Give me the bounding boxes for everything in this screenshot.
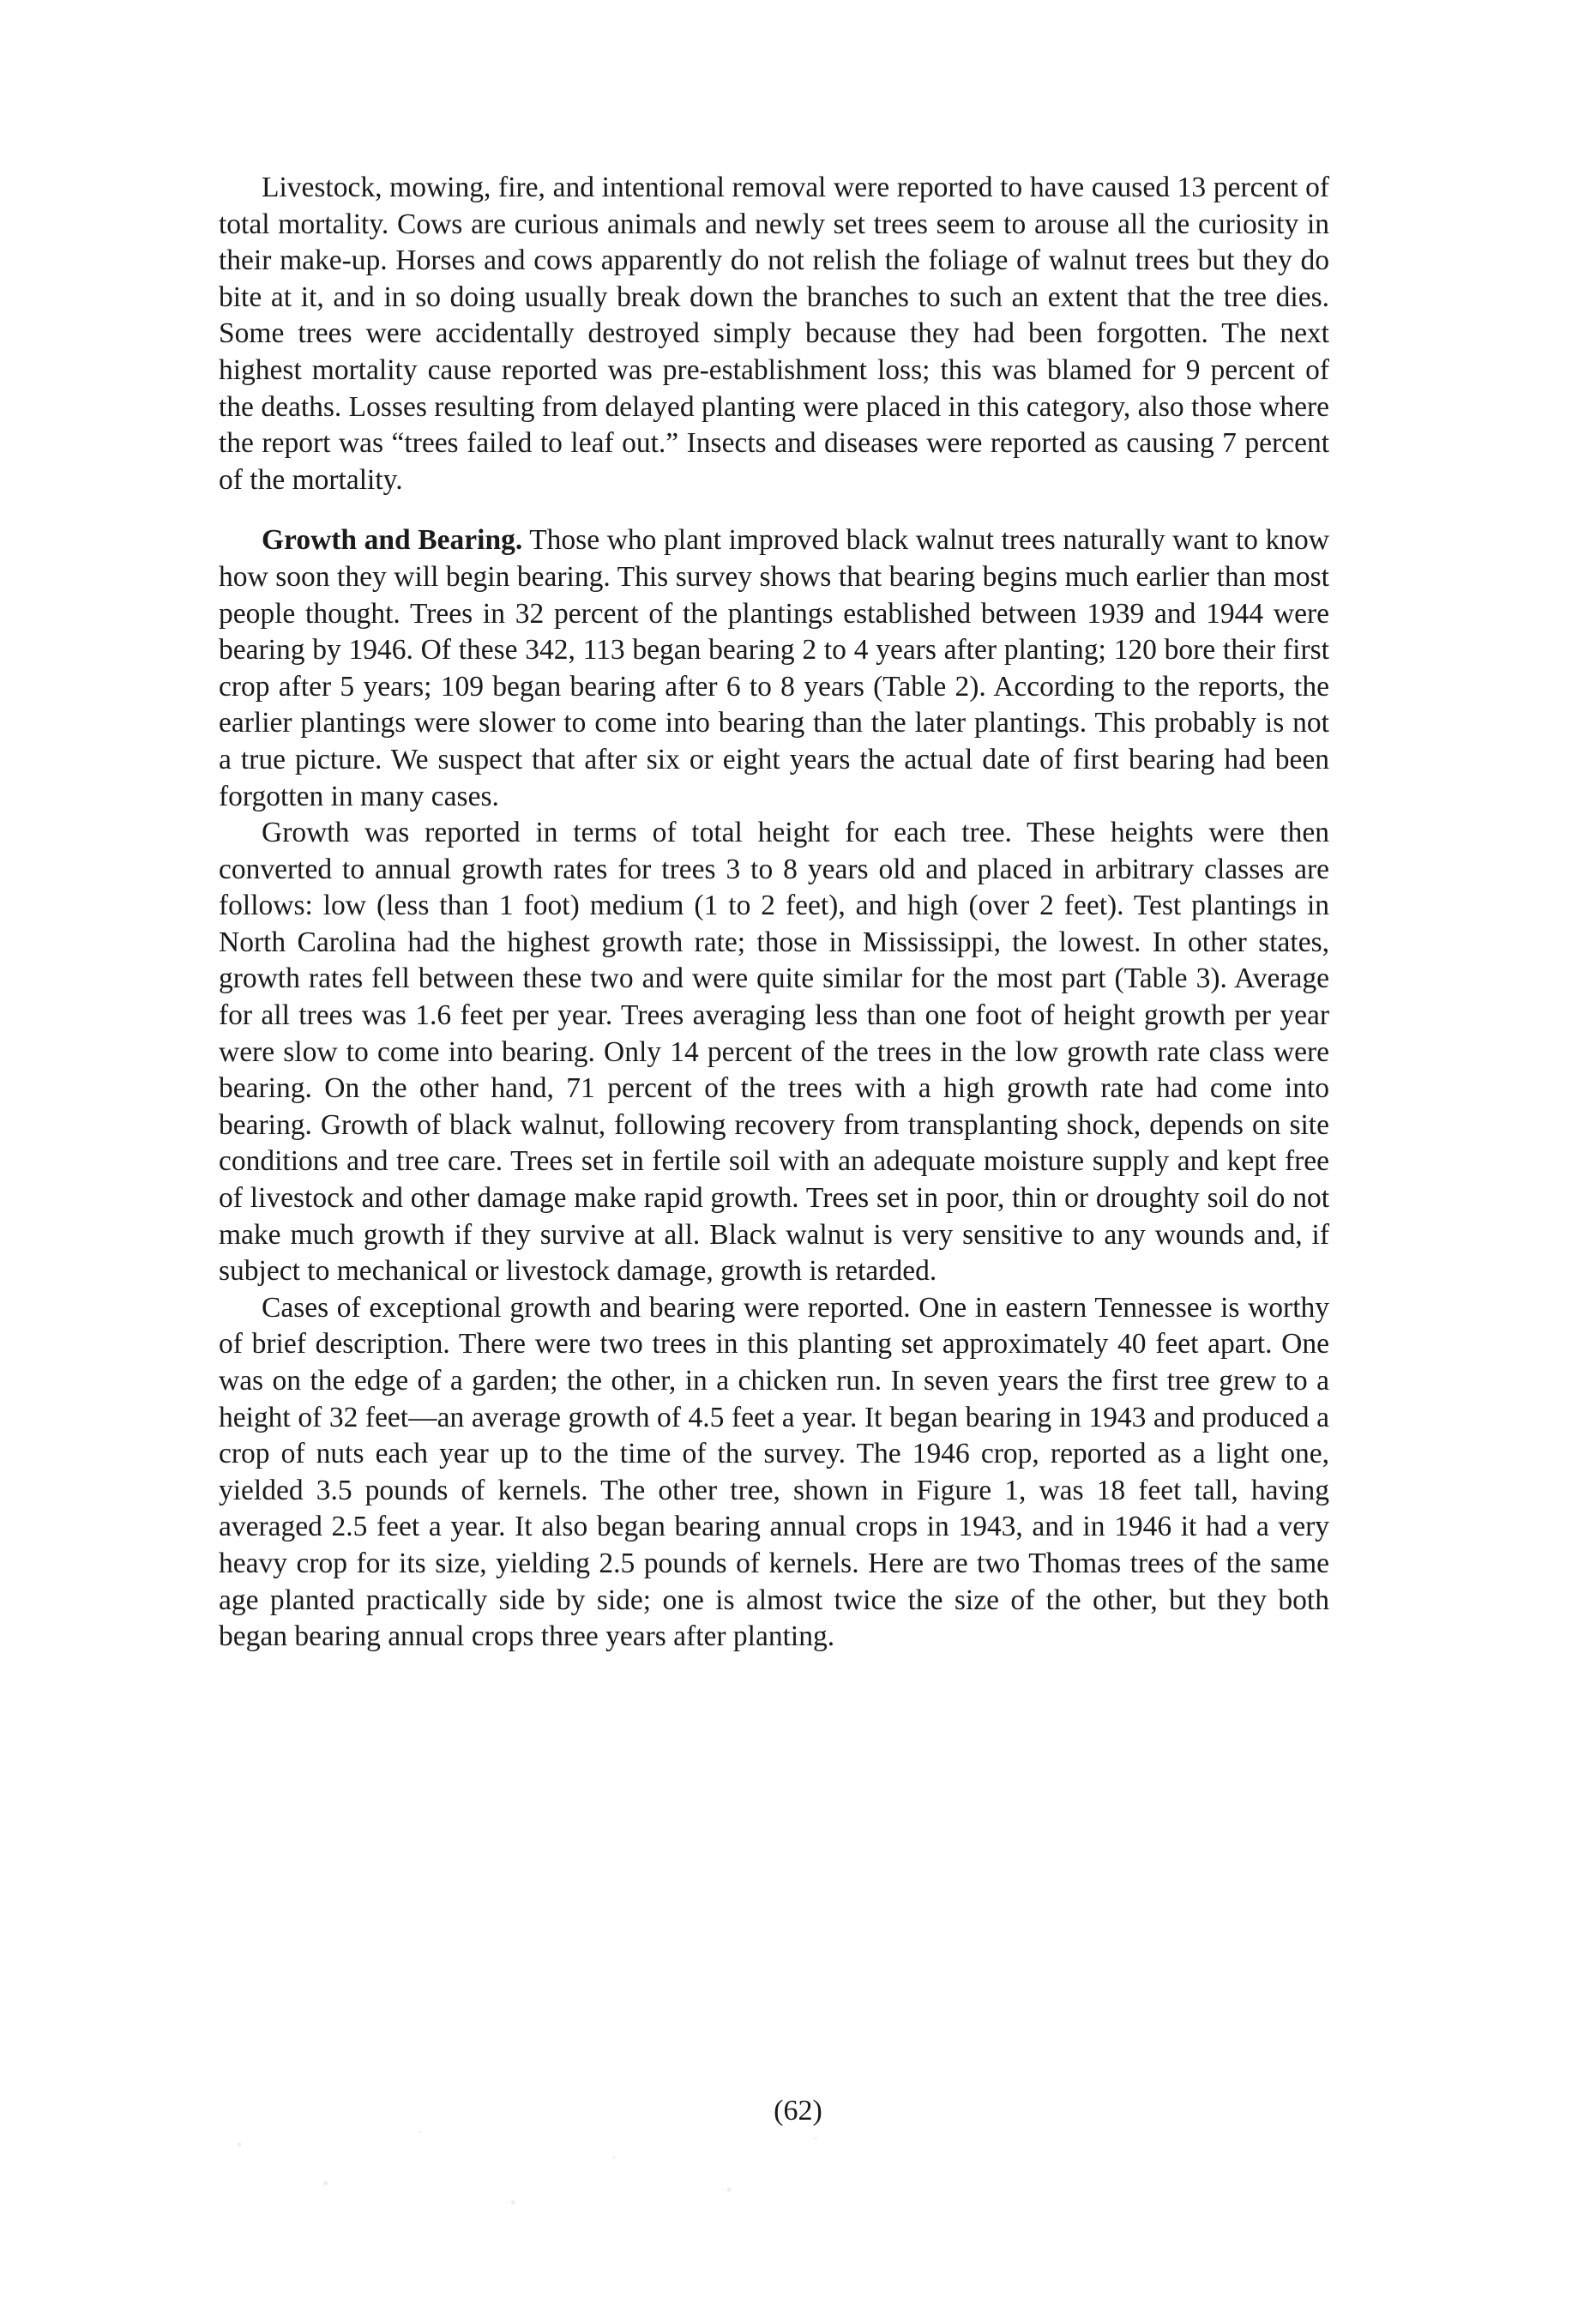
paragraph-text: Those who plant improved black walnut trees naturally want to know how soon they will begin bearing. This survey shows that bearing begins much earlier than most people thought. Trees in 32 percent of the plantings established between 1939 and 1944 were bearing by 1946. Of these 342, 113 began bearing 2 to 4 years after planting; 120 bore their first crop after 5 years; 109 began bearing after 6 to 8 years (Table 2). According to the reports, the earlier plantings were slower to come into bearing than the later plantings. This probably is not a true picture. We suspect that after six or eight years the actual date of first bearing had been forgotten in many cases. bbox=[219, 524, 1329, 812]
scan-noise-decoration bbox=[167, 2106, 888, 2235]
paragraph-growth-rates bbox=[219, 815, 1329, 1290]
section-heading-growth-and-bearing: Growth and Bearing. bbox=[262, 524, 523, 557]
paragraph-text: Growth was reported in terms of total height for each tree. These heights were then converted to annual growth rates for trees 3 to 8 years old and placed in arbitrary classes are follows: low (less than 1 foot) medium (1 to 2 feet), and high (over 2 feet). Test plantings in North Carolina had the highest growth rate; those in Mississippi, the lowest. In other states, growth rates fell between these two and were quite similar for the most part (Table 3). Average for all trees was 1.6 feet per year. Trees averaging less than one foot of height growth per year were slow to come into bearing. Only 14 percent of the trees in the low growth rate class were bearing. On the other hand, 71 percent of the trees with a high growth rate had come into bearing. Growth of black walnut, following recovery from transplanting shock, depends on site conditions and tree care. Trees set in fertile soil with an adequate moisture supply and kept free of livestock and other damage make rapid growth. Trees set in poor, thin or droughty soil do not make much growth if they survive at all. Black walnut is very sensitive to any wounds and, if subject to mechanical or livestock damage, growth is retarded. bbox=[219, 817, 1329, 1288]
paragraph-text: Livestock, mowing, fire, and intentional removal were reported to have caused 13 percent of total mortality. Cows are curious animals and newly set trees seem to arouse all the curiosity in their make-up. Horses and cows apparently do not relish the foliage of walnut trees but they do bite at it, and in so doing usually break down the branches to such an extent that the tree dies. Some trees were accidentally destroyed simply because they had been forgotten. The next highest mortality cause reported was pre-establishment loss; this was blamed for 9 percent of the deaths. Losses resulting from delayed planting were placed in this category, also those where the report was “trees failed to leaf out.” Insects and diseases were reported as causing 7 percent of the mortality. bbox=[219, 172, 1329, 496]
paragraph-exceptional-cases bbox=[219, 1290, 1329, 1656]
document-page bbox=[219, 170, 1329, 1656]
paragraph-text: Cases of exceptional growth and bearing were reported. One in eastern Tennessee is worthy of brief description. There were two trees in this planting set approximately 40 feet apart. One was on the edge of a garden; the other, in a chicken run. In seven years the first tree grew to a height of 32 feet—an average growth of 4.5 feet a year. It began bearing in 1943 and produced a crop of nuts each year up to the time of the survey. The 1946 crop, reported as a light one, yielded 3.5 pounds of kernels. The other tree, shown in Figure 1, was 18 feet tall, having averaged 2.5 feet a year. It also began bearing annual crops in 1943, and in 1946 it had a very heavy crop for its size, yielding 2.5 pounds of kernels. Here are two Thomas trees of the same age planted practically side by side; one is almost twice the size of the other, but they both began bearing annual crops three years after planting. bbox=[219, 1291, 1329, 1653]
paragraph-mortality-causes bbox=[219, 170, 1329, 498]
page-number: (62) bbox=[774, 2095, 822, 2127]
paragraph-growth-and-bearing bbox=[219, 522, 1329, 815]
